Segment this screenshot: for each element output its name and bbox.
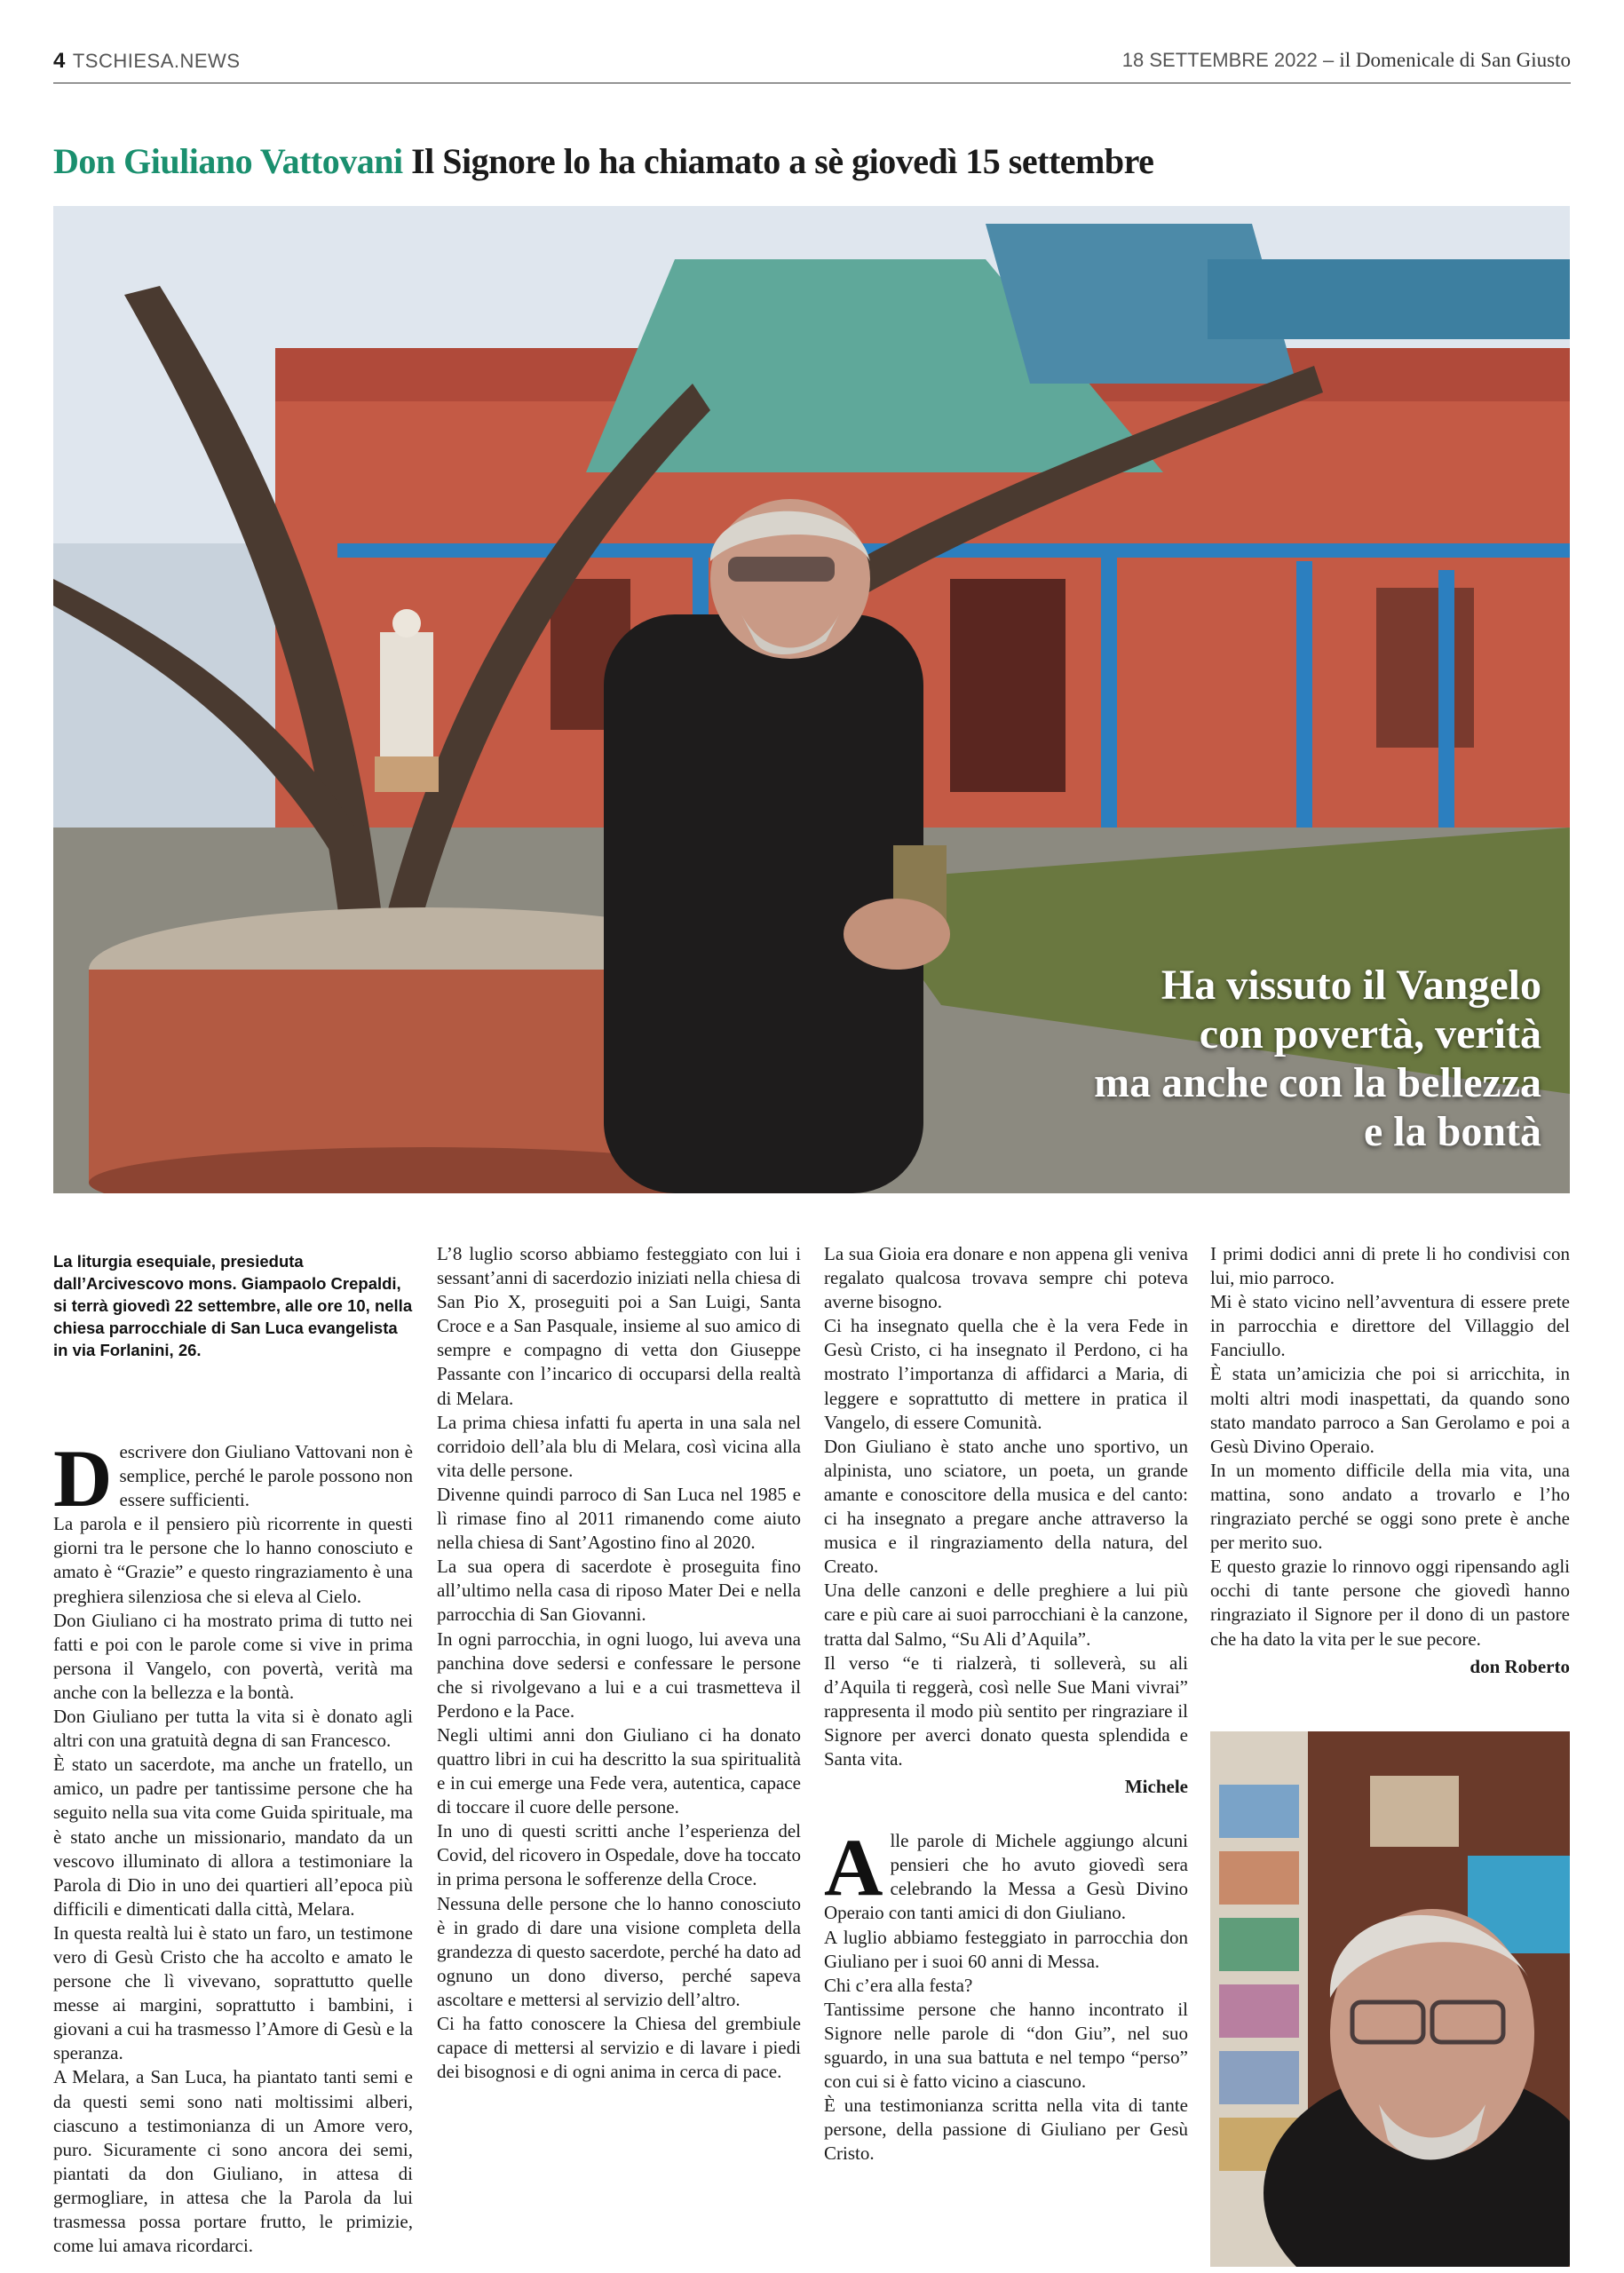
article-paragraph: La parola e il pensiero più ricorrente in questi giorni tra le persone che lo hanno conosciuto e amato è “Grazie” e questo ringraziamento è una preghiera silenziosa che si eleva al Cielo. <box>53 1513 413 1607</box>
article-column-4 <box>1210 1242 1570 1679</box>
article-paragraph: Nessuna delle persone che lo hanno conosciuto è in grado di dare una visione completa della grandezza di questo sacerdote, perché ha dato ad ognuno un dono diverso, perché sapeva ascoltare e mettersi al servizio dell’altro. <box>437 1892 801 2010</box>
article-paragraph: In ogni parrocchia, in ogni luogo, lui aveva una panchina dove sedersi e confessare le persone che si rivolgevano a lui e a cui trasmetteva il Perdono e la Pace. <box>437 1628 801 1722</box>
signature-don-roberto: don Roberto <box>1470 1655 1570 1677</box>
article-paragraph: Tantissime persone che hanno incontrato il Signore nelle parole di “don Giu”, nel suo sguardo, in una sua battuta e nel tempo “perso” con cui si è fatto vicino a ciascuno. <box>824 1998 1188 2093</box>
quote-line: ma anche con la bellezza <box>1094 1059 1541 1106</box>
portrait-photo-illustration <box>1210 1731 1570 2267</box>
header-right <box>1122 49 1571 72</box>
page-number: 4 <box>53 49 66 73</box>
drop-cap: D <box>53 1433 113 1524</box>
article-paragraph: A luglio abbiamo festeggiato in parrocchia don Giuliano per i suoi 60 anni di Messa. <box>824 1926 1188 1972</box>
header-left <box>53 49 241 74</box>
article-paragraph: Don Giuliano è stato anche uno sportivo, un alpinista, uno sciatore, un poeta, un grande amante e conoscitore della musica e del canto: ci ha insegnato a pregare anche attraverso la musica e il ringraziamento della natura, del Creato. <box>824 1435 1188 1578</box>
article-paragraph: È una testimonianza scritta nella vita di tante persone, della passione di Giuliano per Gesù Cristo. <box>824 2095 1188 2165</box>
article-paragraph: L’8 luglio scorso abbiamo festeggiato con lui i sessant’anni di sacerdozio iniziati nella chiesa di San Pio X, proseguiti poi a San Luigi, Santa Croce e a San Pasquale, insieme al suo amico di sempre e compagno di vetta don Giuseppe Passante con l’incarico di occuparsi della realtà di Melara. <box>437 1243 801 1409</box>
article-headline <box>53 140 1153 182</box>
article-paragraph: Alle parole di Michele aggiungo alcuni pensieri che ho avuto giovedì sera celebrando la Messa a Gesù Divino Operaio con tanti amici di don Giuliano. <box>824 1822 1188 1924</box>
issue-date: 18 SETTEMBRE 2022 – <box>1121 49 1335 71</box>
article-column-2 <box>437 1242 801 2084</box>
article-paragraph: Il verso “e ti rialzerà, ti solleverà, su ali d’Aquila ti reggerà, così nelle Sue Mani vivrai” rappresenta il modo più sentito per ringraziare il Signore per averci donato questa splendida e Santa vita. <box>824 1651 1188 1770</box>
article-paragraph: Descrivere don Giuliano Vattovani non è semplice, perché le parole possono non essere sufficienti. <box>53 1433 413 1524</box>
article-paragraph: La prima chiesa infatti fu aperta in una sala nel corridoio dell’ala blu di Melara, così vicina alla vita delle persone. <box>437 1411 801 1481</box>
article-column-3 <box>824 1242 1188 2166</box>
quote-line: con povertà, verità <box>1199 1010 1541 1057</box>
article-paragraph: A Melara, a San Luca, ha piantato tanti semi e da questi semi sono nati moltissimi alberi, ciascuno a testimonianza di un Amore vero, puro. Sicuramente ci sono ancora dei semi, piantati da don Giuliano, in attesa di germogliare, in attesa che la Parola da lui trasmessa possa portare frutto, le primizie, come lui amava ricordarci. <box>53 2066 413 2257</box>
quote-line: Ha vissuto il Vangelo <box>1161 962 1541 1009</box>
signature-michele: Michele <box>1124 1776 1188 1798</box>
article-paragraph: In questa realtà lui è stato un faro, un testimone vero di Gesù Cristo che ha accolto e amato le persone che lì vivevano, soprattutto quelle messe ai margini, soprattutto i bambini, i giovani a cui ha trasmesso l’Amore di Gesù e la speranza. <box>53 1921 413 2064</box>
article-paragraph: Negli ultimi anni don Giuliano ci ha donato quattro libri in cui ha descritto la sua spiritualità e in cui emerge una Fede vera, autentica, capace di toccare il cuore delle persone. <box>437 1723 801 1818</box>
main-photo <box>53 206 1570 1193</box>
drop-cap: A <box>824 1822 883 1913</box>
funeral-note: La liturgia esequiale, presieduta dall’Arcivescovo mons. Giampaolo Crepaldi, si terrà giovedì 22 settembre, alle ore 10, nella chiesa parrocchiale di San Luca evangelista in via Forlanini, 26. <box>53 1252 413 1359</box>
article-paragraph: La sua opera di sacerdote è proseguita fino all’ultimo nella casa di riposo Mater Dei e nella parrocchia di San Giovanni. <box>437 1556 801 1626</box>
quote-line: e la bontà <box>1363 1108 1541 1155</box>
article-paragraph: In uno di questi scritti anche l’esperienza del Covid, del ricovero in Ospedale, dove ha toccato in prima persona le sofferenze della Croce. <box>437 1820 801 1890</box>
article-paragraph: La sua Gioia era donare e non appena gli veniva regalato qualcosa trovava sempre chi poteva averne bisogno. <box>824 1243 1188 1313</box>
article-paragraph: È stata un’amicizia che poi si arricchita, in molti altri modi inaspettati, da quando sono stato mandato parroco a San Gerolamo e poi a Gesù Divino Operaio. <box>1210 1363 1570 1457</box>
article-paragraph: Ci ha insegnato quella che è la vera Fede in Gesù Cristo, ci ha insegnato il Perdono, ci ha mostrato l’importanza di affidarci a Maria, di leggere e soprattutto di mettere in pratica il Vangelo, di essere Comunità. <box>824 1315 1188 1433</box>
article-paragraph: I primi dodici anni di prete li ho condivisi con lui, mio parroco. <box>1210 1243 1570 1289</box>
article-paragraph: Chi c’era alla festa? <box>824 1974 973 1996</box>
article-paragraph: Don Giuliano per tutta la vita si è donato agli altri con una gratuità degna di san Francesco. <box>53 1706 413 1752</box>
article-paragraph: Mi è stato vicino nell’avventura di essere prete in parrocchia e direttore del Villaggio del Fanciullo. <box>1210 1291 1570 1361</box>
article-paragraph: Ci ha fatto conoscere la Chiesa del grembiule capace di mettersi al servizio e di lavare i piedi dei bisognosi e di ogni anima in cerca di pace. <box>437 2013 801 2083</box>
article-column-1 <box>53 1433 413 2258</box>
article-paragraph: È stato un sacerdote, ma anche un fratello, un amico, un padre per tantissime persone che ha seguito nella sua vita come Guida spirituale, ma è stato anche un missionario, mandato da un vescovo illuminato di allora a testimoniare la Parola di Dio in uno dei quartieri all’epoca più difficili e dimenticati dalla città, Melara. <box>53 1754 413 1920</box>
article-paragraph: E questo grazie lo rinnovo oggi ripensando agli occhi di tante persone che giovedì hanno ringraziato il Signore per il dono di un pastore che ha dato la vita per le sue pecore. <box>1210 1556 1570 1650</box>
portrait-photo <box>1210 1731 1570 2267</box>
article-paragraph: Una delle canzoni e delle preghiere a lui più care e più care ai suoi parrocchiani è la canzone, tratta dal Salmo, “Su Ali d’Aquila”. <box>824 1580 1188 1650</box>
article-paragraph: Don Giuliano ci ha mostrato prima di tutto nei fatti e poi con le parole come si vive in prima persona il Vangelo, con povertà, verità ma anche con la bellezza e la bontà. <box>53 1609 413 1703</box>
article-paragraph: Divenne quindi parroco di San Luca nel 1985 e lì rimase fino al 2011 rimanendo come aiuto nella chiesa di Sant’Agostino fino al 2020. <box>437 1483 801 1554</box>
article-paragraph: In un momento difficile della mia vita, una mattina, sono andato a trovarlo e l’ho ringraziato perché se oggi sono prete è anche per merito suo. <box>1210 1459 1570 1554</box>
headline-name: Don Giuliano Vattovani <box>53 141 403 181</box>
headline-title: Il Signore lo ha chiamato a sè giovedì 15 settembre <box>411 141 1154 181</box>
photo-pull-quote <box>1094 961 1541 1156</box>
paper-name: il Domenicale di San Giusto <box>1339 49 1571 71</box>
page-header <box>53 49 1571 81</box>
site-name[interactable]: TSCHIESA.NEWS <box>72 50 241 72</box>
